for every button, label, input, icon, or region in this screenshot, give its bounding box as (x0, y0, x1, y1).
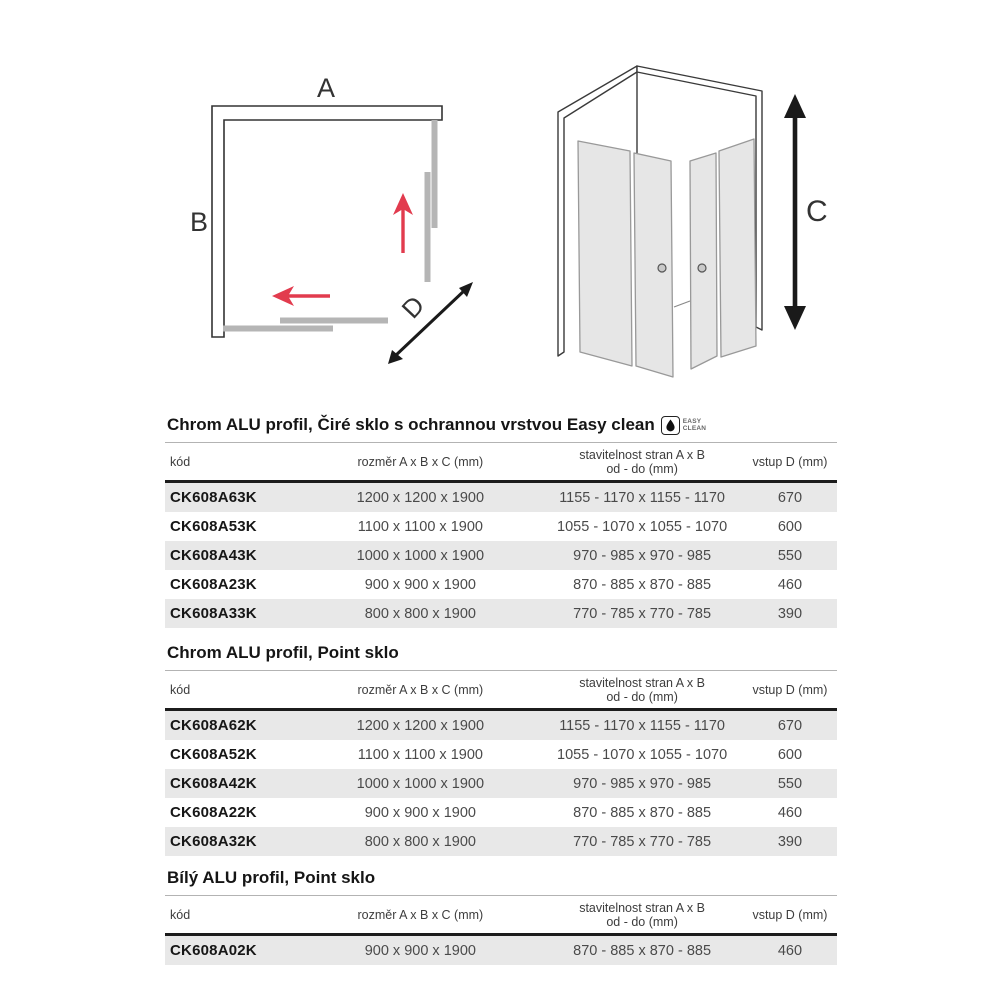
header-entry: vstup D (mm) (752, 908, 828, 922)
adjustability-cell: 970 - 985 x 970 - 985 (573, 547, 712, 564)
table-row (165, 570, 837, 599)
table-body (165, 482, 837, 629)
adjustability-cell: 1055 - 1070 x 1055 - 1070 (557, 518, 728, 535)
header-adjustability: stavitelnost stran A x B od - do (mm) (579, 901, 705, 929)
dimension-cell: 1100 x 1100 x 1900 (357, 518, 483, 535)
door-knob-icon (658, 264, 666, 272)
table-body (165, 710, 837, 857)
spec-table (165, 670, 837, 856)
section-title-text: Bílý ALU profil, Point sklo (167, 868, 376, 887)
header-adjustability: stavitelnost stran A x B od - do (mm) (579, 676, 705, 704)
entry-width-cell: 390 (777, 833, 803, 850)
table-row (165, 541, 837, 570)
entry-width-arrow-icon (388, 282, 473, 364)
dimension-cell: 800 x 800 x 1900 (364, 833, 476, 850)
code-cell: CK608A42K (170, 775, 257, 792)
header-code: kód (170, 683, 191, 697)
code-cell: CK608A22K (170, 804, 257, 821)
adjustability-cell: 1055 - 1070 x 1055 - 1070 (557, 746, 728, 763)
header-code: kód (170, 908, 191, 922)
section-title-text: Chrom ALU profil, Point sklo (167, 643, 399, 662)
fixed-panel-bottom (280, 318, 388, 324)
dimension-cell: 900 x 900 x 1900 (364, 942, 476, 959)
section-title (167, 868, 837, 888)
easy-clean-badge (661, 416, 706, 435)
adjustability-cell: 970 - 985 x 970 - 985 (573, 775, 712, 792)
dimension-cell: 1000 x 1000 x 1900 (356, 547, 485, 564)
adjustability-cell: 870 - 885 x 870 - 885 (573, 804, 712, 821)
dimension-cell: 1200 x 1200 x 1900 (356, 489, 485, 506)
entry-width-cell: 670 (777, 717, 803, 734)
entry-width-cell: 460 (777, 576, 803, 593)
header-code: kód (170, 455, 191, 469)
spec-table (165, 442, 837, 628)
dimension-cell: 900 x 900 x 1900 (364, 804, 476, 821)
sliding-door-right (425, 172, 431, 282)
fixed-glass-left (578, 141, 632, 366)
table-header (165, 443, 837, 482)
table-row (165, 710, 837, 741)
shower-enclosure-isometric-drawing (545, 40, 835, 390)
section-chrom-cire-sklo (165, 415, 837, 628)
easy-clean-drop-icon (661, 416, 680, 435)
code-cell: CK608A43K (170, 547, 257, 564)
table-row (165, 827, 837, 856)
entry-width-cell: 550 (777, 775, 803, 792)
entry-width-cell: 600 (777, 518, 803, 535)
entry-width-cell: 460 (777, 804, 803, 821)
table-body (165, 935, 837, 966)
glass-door-panels (578, 139, 756, 377)
header-adjustability: stavitelnost stran A x B od - do (mm) (579, 448, 705, 476)
entry-threshold-line (674, 301, 690, 307)
sliding-door-right (690, 153, 717, 369)
dimension-a-label: A (316, 73, 336, 103)
fixed-glass-right (719, 139, 756, 357)
dimension-cell: 1100 x 1100 x 1900 (357, 746, 483, 763)
adjustability-cell: 1155 - 1170 x 1155 - 1170 (559, 717, 725, 734)
adjustability-cell: 770 - 785 x 770 - 785 (573, 605, 712, 622)
entry-width-cell: 390 (777, 605, 803, 622)
adjustability-cell: 1155 - 1170 x 1155 - 1170 (559, 489, 725, 506)
table-row (165, 599, 837, 628)
spec-table (165, 895, 837, 965)
dimension-cell: 800 x 800 x 1900 (364, 605, 476, 622)
section-title-text: Chrom ALU profil, Čiré sklo s ochrannou vrstvou Easy clean (167, 415, 655, 434)
section-title (167, 415, 837, 435)
table-row (165, 482, 837, 513)
slide-direction-arrows (272, 193, 413, 306)
sliding-door-left (634, 153, 673, 377)
fixed-panel-right (432, 120, 438, 228)
dimension-c-label: C (806, 195, 828, 228)
adjustability-cell: 770 - 785 x 770 - 785 (573, 833, 712, 850)
code-cell: CK608A62K (170, 717, 257, 734)
header-entry: vstup D (mm) (752, 455, 828, 469)
code-cell: CK608A32K (170, 833, 257, 850)
table-row (165, 769, 837, 798)
code-cell: CK608A52K (170, 746, 257, 763)
dimension-b-label: B (190, 207, 209, 237)
entry-width-cell: 670 (777, 489, 803, 506)
door-knob-icon (698, 264, 706, 272)
dimension-cell: 1200 x 1200 x 1900 (356, 717, 485, 734)
entry-width-cell: 600 (777, 746, 803, 763)
table-row (165, 798, 837, 827)
header-dimensions: rozměr A x B x C (mm) (357, 455, 484, 469)
code-cell: CK608A02K (170, 942, 257, 959)
header-dimensions: rozměr A x B x C (mm) (357, 683, 484, 697)
section-chrom-point-sklo (165, 643, 837, 856)
header-entry: vstup D (mm) (752, 683, 828, 697)
entry-width-cell: 550 (777, 547, 803, 564)
adjustability-cell: 870 - 885 x 870 - 885 (573, 942, 712, 959)
table-header (165, 671, 837, 710)
code-cell: CK608A53K (170, 518, 257, 535)
section-bily-point-sklo (165, 868, 837, 965)
adjustability-cell: 870 - 885 x 870 - 885 (573, 576, 712, 593)
dimension-cell: 1000 x 1000 x 1900 (356, 775, 485, 792)
corner-entry-top-view-diagram (190, 60, 510, 400)
code-cell: CK608A63K (170, 489, 257, 506)
table-row (165, 935, 837, 966)
table-row (165, 740, 837, 769)
code-cell: CK608A33K (170, 605, 257, 622)
header-dimensions: rozměr A x B x C (mm) (357, 908, 484, 922)
section-title (167, 643, 837, 663)
code-cell: CK608A23K (170, 576, 257, 593)
dimension-cell: 900 x 900 x 1900 (364, 576, 476, 593)
sliding-door-bottom (223, 326, 333, 332)
dimension-d-label: D (395, 289, 431, 325)
table-header (165, 896, 837, 935)
table-row (165, 512, 837, 541)
height-arrow-icon (784, 94, 806, 330)
entry-width-cell: 460 (777, 942, 803, 959)
easy-clean-label: EASY CLEAN (682, 417, 707, 432)
